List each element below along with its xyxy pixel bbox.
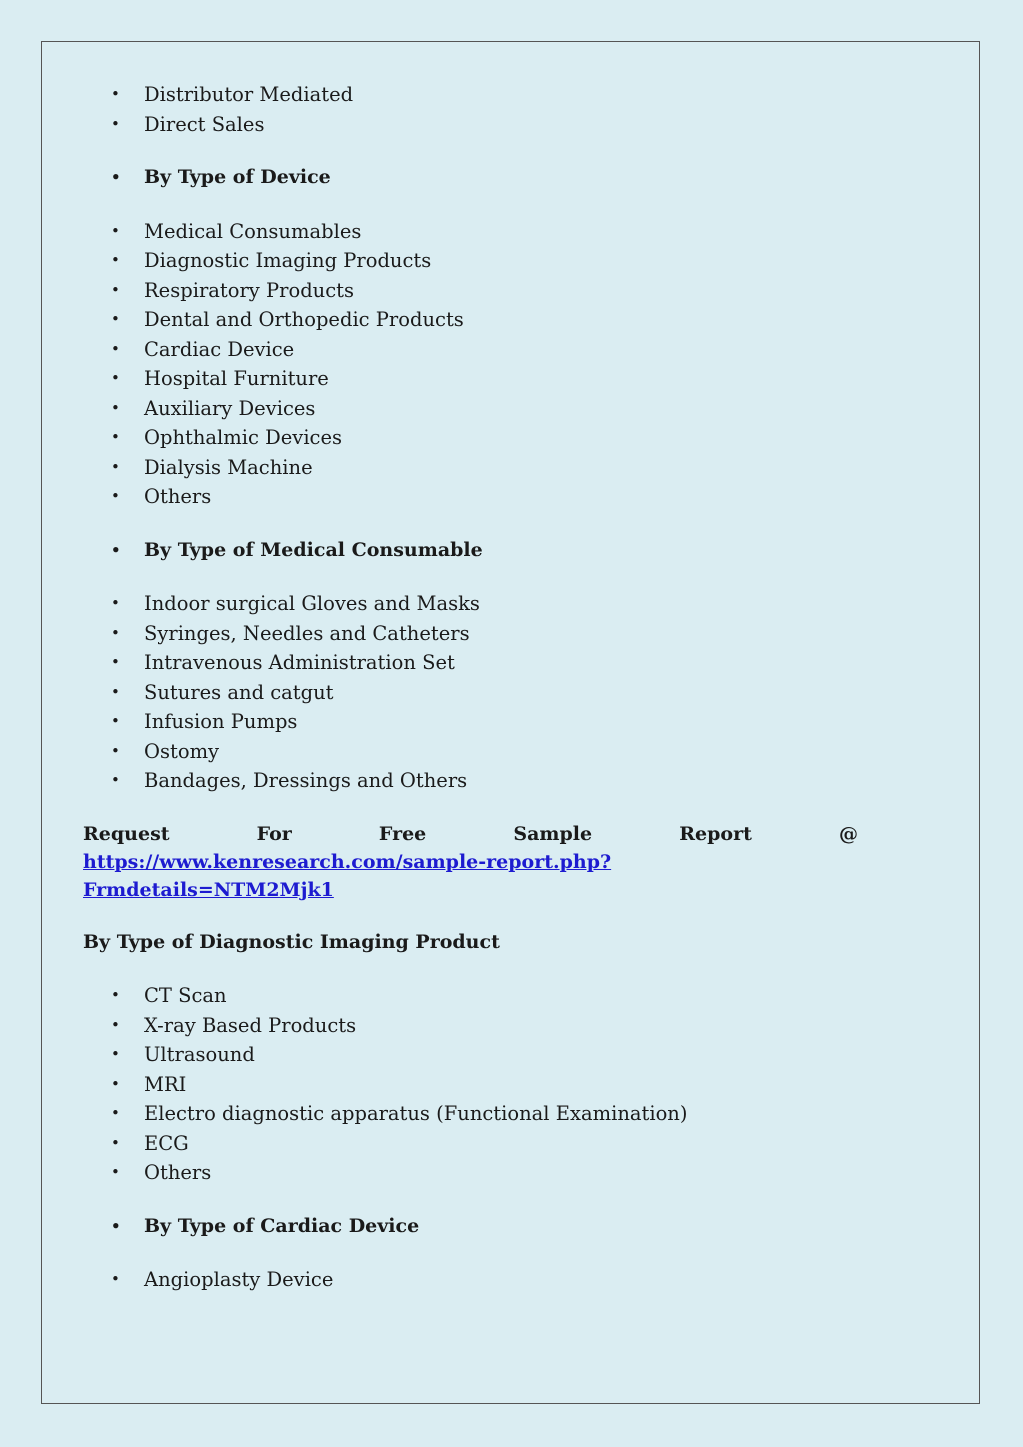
- list-item: • MRI: [83, 1070, 858, 1100]
- list-item: • Others: [83, 1158, 858, 1188]
- sample-report-link[interactable]: https://www.kenresearch.com/sample-report.php?Frmdetails=NTM2Mjk1: [83, 850, 612, 901]
- list-item: • Infusion Pumps: [83, 707, 858, 737]
- document-content: [83, 80, 858, 1295]
- cardiac-list: [83, 1265, 858, 1295]
- list-item: • Distributor Mediated: [83, 80, 858, 110]
- device-heading-list: [83, 163, 858, 193]
- list-item: • ECG: [83, 1129, 858, 1159]
- list-item: • Cardiac Device: [83, 335, 858, 365]
- consumable-heading-list: [83, 536, 858, 566]
- section-heading-consumable: • By Type of Medical Consumable: [83, 536, 858, 566]
- list-item: • Electro diagnostic apparatus (Functional Examination): [83, 1099, 858, 1129]
- list-item: • Others: [83, 482, 858, 512]
- list-item: • Syringes, Needles and Catheters: [83, 619, 858, 649]
- list-item: • X-ray Based Products: [83, 1011, 858, 1041]
- list-item: • Bandages, Dressings and Others: [83, 766, 858, 796]
- list-item: • Angioplasty Device: [83, 1265, 858, 1295]
- sample-request-label: Request For Free Sample Report @: [83, 822, 858, 845]
- list-item: • Diagnostic Imaging Products: [83, 246, 858, 276]
- list-item: • Direct Sales: [83, 110, 858, 140]
- list-item: • Dental and Orthopedic Products: [83, 305, 858, 335]
- list-item: • Indoor surgical Gloves and Masks: [83, 589, 858, 619]
- list-item: • Sutures and catgut: [83, 678, 858, 708]
- list-item: • CT Scan: [83, 981, 858, 1011]
- list-item: • Dialysis Machine: [83, 453, 858, 483]
- list-item: • Ophthalmic Devices: [83, 423, 858, 453]
- list-item: • Medical Consumables: [83, 217, 858, 247]
- section-heading-device: • By Type of Device: [83, 163, 858, 193]
- list-item: • Hospital Furniture: [83, 364, 858, 394]
- list-item: • Ostomy: [83, 737, 858, 767]
- list-item: • Ultrasound: [83, 1040, 858, 1070]
- section-heading-imaging: By Type of Diagnostic Imaging Product: [83, 930, 500, 953]
- list-item: • Intravenous Administration Set: [83, 648, 858, 678]
- consumable-list: [83, 589, 858, 796]
- sample-request-paragraph: [83, 820, 858, 904]
- list-item: • Respiratory Products: [83, 276, 858, 306]
- imaging-list: [83, 981, 858, 1188]
- cardiac-heading-list: [83, 1212, 858, 1242]
- distribution-list: [83, 80, 858, 139]
- list-item: • Auxiliary Devices: [83, 394, 858, 424]
- device-list: [83, 217, 858, 512]
- section-heading-cardiac: • By Type of Cardiac Device: [83, 1212, 858, 1242]
